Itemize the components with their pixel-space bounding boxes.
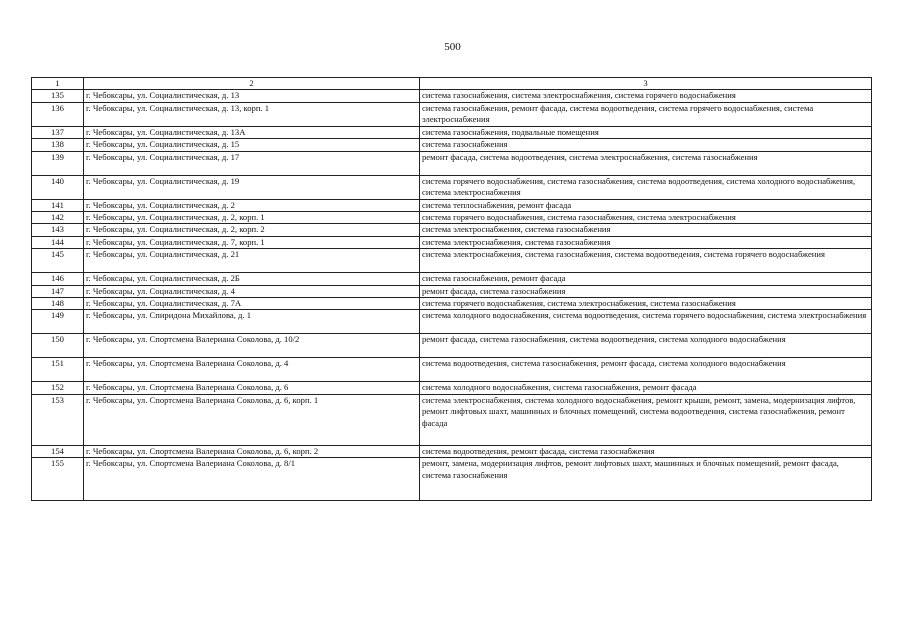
row-address: г. Чебоксары, ул. Социалистическая, д. 2 <box>84 199 420 211</box>
table-row <box>32 175 872 199</box>
row-address: г. Чебоксары, ул. Спортсмена Валериана Соколова, д. 4 <box>84 358 420 382</box>
table-row <box>32 139 872 151</box>
table-row <box>32 285 872 297</box>
header-col-2: 2 <box>84 78 420 90</box>
row-address: г. Чебоксары, ул. Социалистическая, д. 13 <box>84 90 420 102</box>
table-row <box>32 212 872 224</box>
row-works: система горячего водоснабжения, система электроснабжения, система газоснабжения <box>420 298 872 310</box>
row-address: г. Чебоксары, ул. Спортсмена Валериана Соколова, д. 6, корп. 1 <box>84 394 420 445</box>
row-number: 137 <box>32 126 84 138</box>
table-row <box>32 90 872 102</box>
row-number: 140 <box>32 175 84 199</box>
table-row <box>32 298 872 310</box>
row-works: система газоснабжения, система электроснабжения, система горячего водоснабжения <box>420 90 872 102</box>
table-row <box>32 458 872 501</box>
row-works: ремонт фасада, система водоотведения, система электроснабжения, система газоснабжения <box>420 151 872 175</box>
header-col-1: 1 <box>32 78 84 90</box>
row-works: система водоотведения, ремонт фасада, система газоснабжения <box>420 445 872 457</box>
row-address: г. Чебоксары, ул. Социалистическая, д. 17 <box>84 151 420 175</box>
table-row <box>32 382 872 394</box>
table-row <box>32 273 872 285</box>
row-number: 146 <box>32 273 84 285</box>
table-row <box>32 358 872 382</box>
row-number: 143 <box>32 224 84 236</box>
row-address: г. Чебоксары, ул. Социалистическая, д. 7А <box>84 298 420 310</box>
row-address: г. Чебоксары, ул. Социалистическая, д. 2, корп. 2 <box>84 224 420 236</box>
row-works: система горячего водоснабжения, система газоснабжения, система электроснабжения <box>420 212 872 224</box>
works-table <box>31 77 872 501</box>
table-header-row <box>32 78 872 90</box>
table-row <box>32 249 872 273</box>
row-works: система холодного водоснабжения, система водоотведения, система горячего водоснабжения, система электроснабжения <box>420 310 872 334</box>
row-number: 150 <box>32 334 84 358</box>
row-works: система газоснабжения, ремонт фасада, система водоотведения, система горячего водоснабжения, система электроснабжения <box>420 102 872 126</box>
table-row <box>32 310 872 334</box>
row-works: система электроснабжения, система холодного водоснабжения, ремонт крыши, ремонт, замена, модернизация лифтов, ремонт лифтовых шахт, машинных и блочных помещений, система водоотведения, система газоснабжения, ремонт фасада <box>420 394 872 445</box>
header-col-3: 3 <box>420 78 872 90</box>
row-number: 152 <box>32 382 84 394</box>
row-address: г. Чебоксары, ул. Социалистическая, д. 15 <box>84 139 420 151</box>
row-number: 149 <box>32 310 84 334</box>
row-address: г. Чебоксары, ул. Спиридона Михайлова, д. 1 <box>84 310 420 334</box>
row-address: г. Чебоксары, ул. Спортсмена Валериана Соколова, д. 10/2 <box>84 334 420 358</box>
row-address: г. Чебоксары, ул. Спортсмена Валериана Соколова, д. 8/1 <box>84 458 420 501</box>
row-works: система электроснабжения, система газоснабжения <box>420 224 872 236</box>
row-number: 144 <box>32 236 84 248</box>
row-works: система газоснабжения, подвальные помещения <box>420 126 872 138</box>
row-works: система газоснабжения <box>420 139 872 151</box>
row-works: система холодного водоснабжения, система газоснабжения, ремонт фасада <box>420 382 872 394</box>
row-works: система горячего водоснабжения, система газоснабжения, система водоотведения, система холодного водоснабжения, система электроснабжения <box>420 175 872 199</box>
row-number: 148 <box>32 298 84 310</box>
row-number: 147 <box>32 285 84 297</box>
row-address: г. Чебоксары, ул. Социалистическая, д. 19 <box>84 175 420 199</box>
table-row <box>32 126 872 138</box>
row-number: 154 <box>32 445 84 457</box>
row-number: 151 <box>32 358 84 382</box>
row-address: г. Чебоксары, ул. Социалистическая, д. 2Б <box>84 273 420 285</box>
page-number: 500 <box>444 41 461 53</box>
row-address: г. Чебоксары, ул. Социалистическая, д. 13, корп. 1 <box>84 102 420 126</box>
row-works: система водоотведения, система газоснабжения, ремонт фасада, система холодного водоснабжения <box>420 358 872 382</box>
table-row <box>32 394 872 445</box>
table-row <box>32 199 872 211</box>
row-address: г. Чебоксары, ул. Социалистическая, д. 7, корп. 1 <box>84 236 420 248</box>
row-number: 153 <box>32 394 84 445</box>
row-number: 145 <box>32 249 84 273</box>
row-works: система газоснабжения, ремонт фасада <box>420 273 872 285</box>
table-row <box>32 334 872 358</box>
table-row <box>32 224 872 236</box>
row-number: 141 <box>32 199 84 211</box>
row-number: 135 <box>32 90 84 102</box>
row-works: система теплоснабжения, ремонт фасада <box>420 199 872 211</box>
row-works: ремонт, замена, модернизация лифтов, ремонт лифтовых шахт, машинных и блочных помещений, ремонт фасада, система газоснабжения <box>420 458 872 501</box>
row-address: г. Чебоксары, ул. Социалистическая, д. 4 <box>84 285 420 297</box>
row-address: г. Чебоксары, ул. Социалистическая, д. 2, корп. 1 <box>84 212 420 224</box>
table-row <box>32 445 872 457</box>
row-number: 142 <box>32 212 84 224</box>
row-works: система электроснабжения, система газоснабжения <box>420 236 872 248</box>
table-row <box>32 236 872 248</box>
row-number: 138 <box>32 139 84 151</box>
table-row <box>32 151 872 175</box>
row-address: г. Чебоксары, ул. Спортсмена Валериана Соколова, д. 6, корп. 2 <box>84 445 420 457</box>
row-works: ремонт фасада, система газоснабжения, система водоотведения, система холодного водоснабжения <box>420 334 872 358</box>
row-address: г. Чебоксары, ул. Социалистическая, д. 21 <box>84 249 420 273</box>
table-row <box>32 102 872 126</box>
row-number: 136 <box>32 102 84 126</box>
row-works: система электроснабжения, система газоснабжения, система водоотведения, система горячего водоснабжения <box>420 249 872 273</box>
row-number: 139 <box>32 151 84 175</box>
row-address: г. Чебоксары, ул. Социалистическая, д. 13А <box>84 126 420 138</box>
row-address: г. Чебоксары, ул. Спортсмена Валериана Соколова, д. 6 <box>84 382 420 394</box>
row-works: ремонт фасада, система газоснабжения <box>420 285 872 297</box>
row-number: 155 <box>32 458 84 501</box>
